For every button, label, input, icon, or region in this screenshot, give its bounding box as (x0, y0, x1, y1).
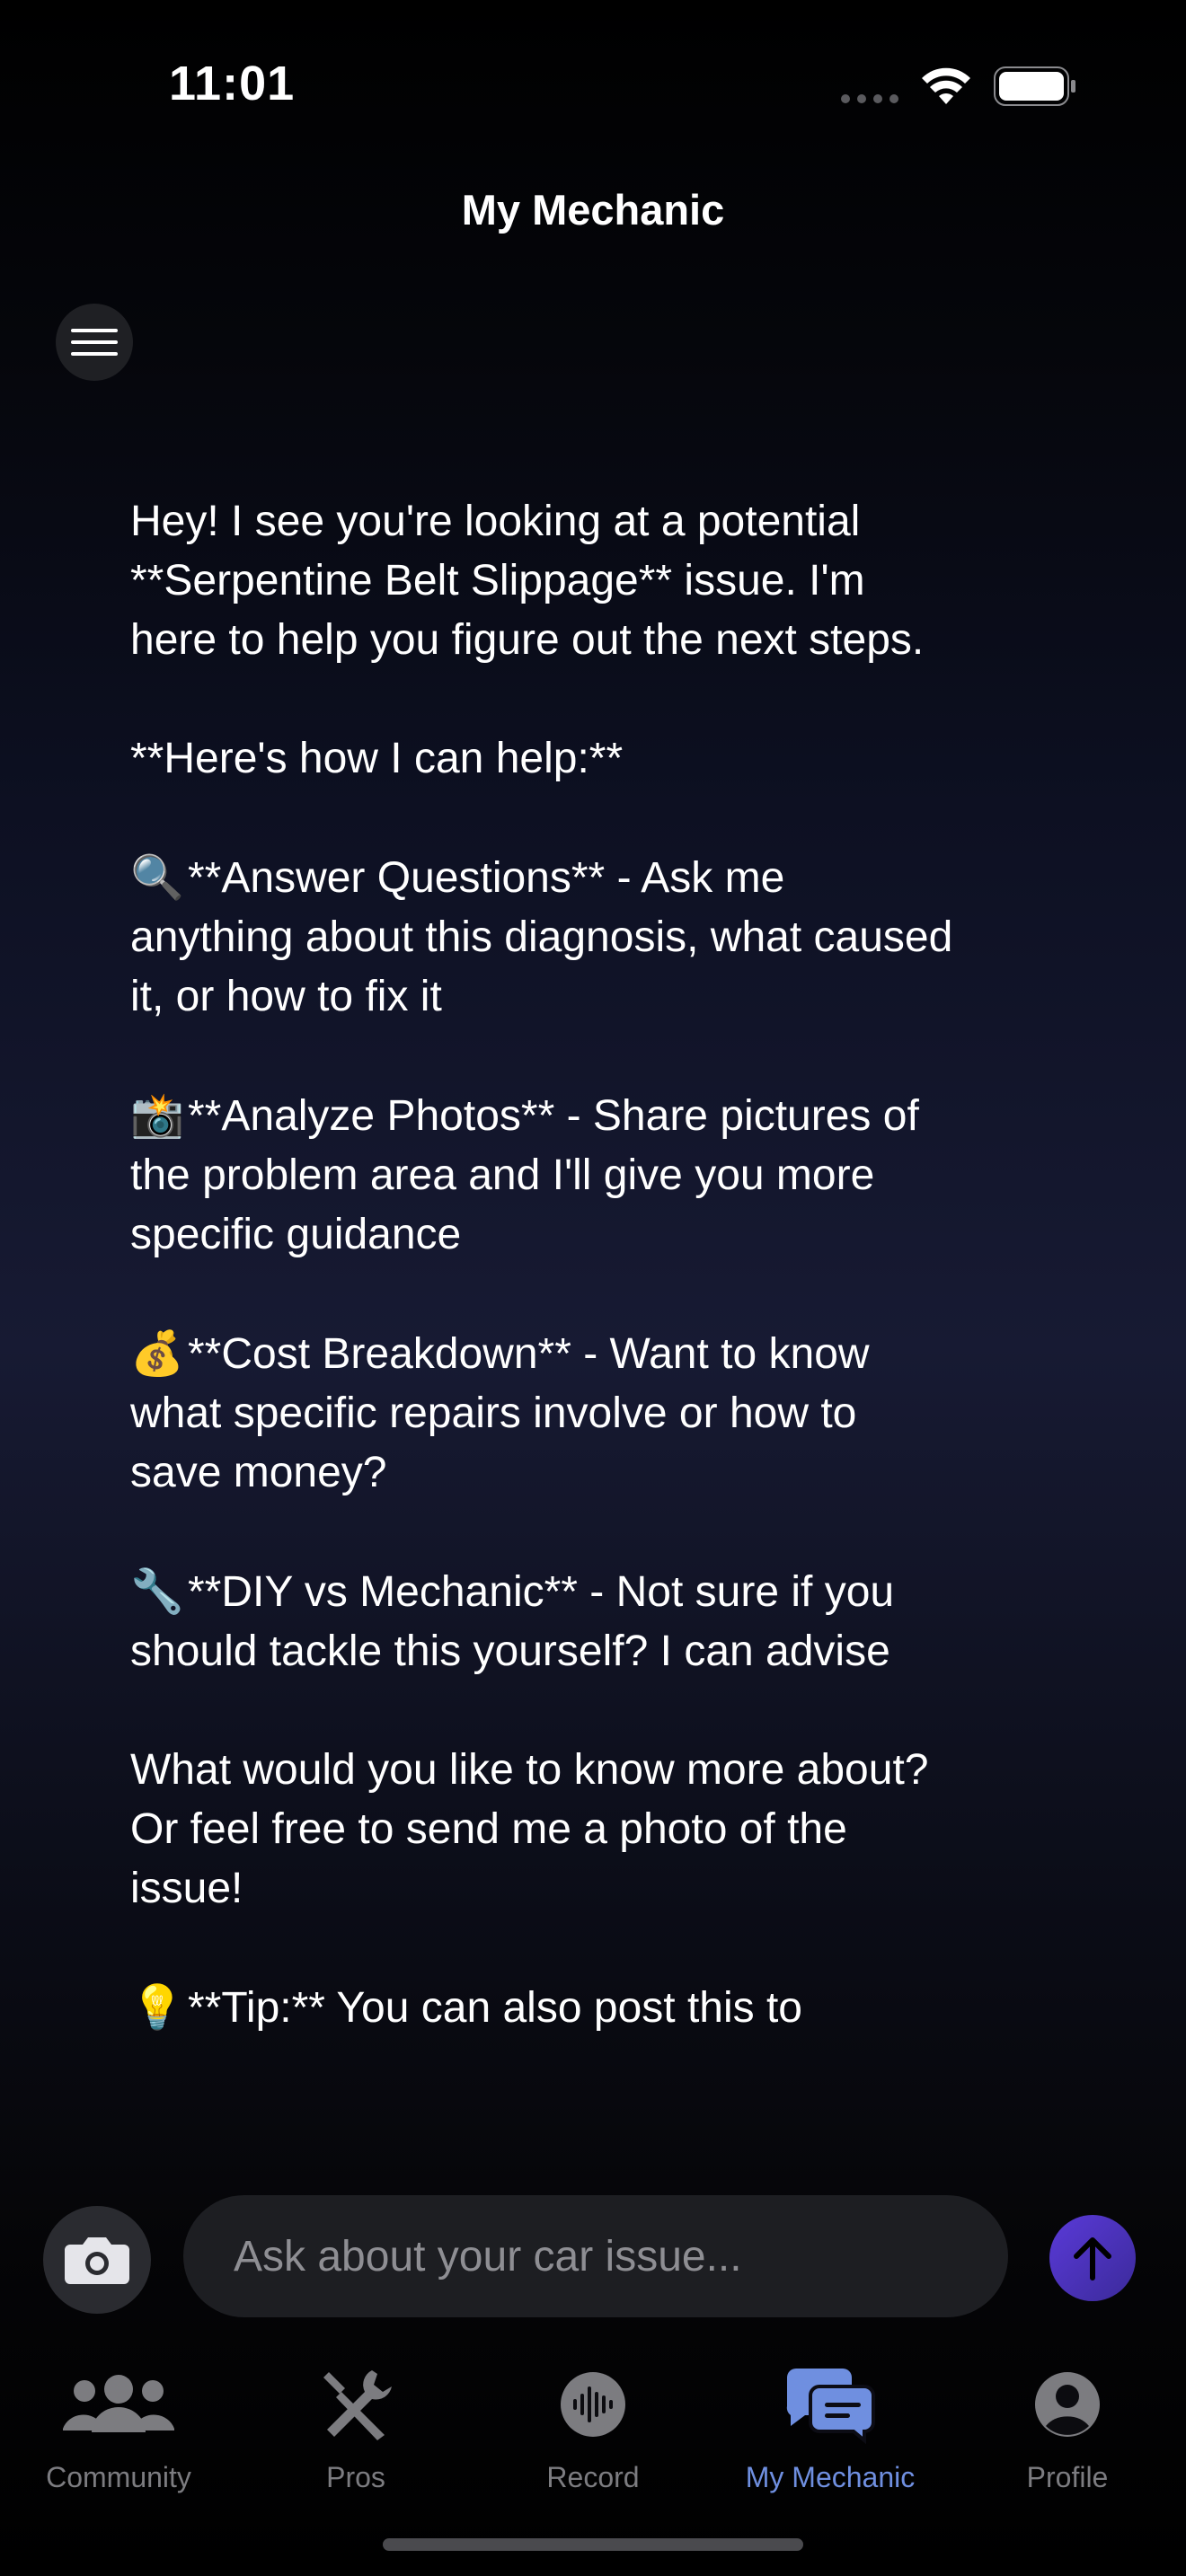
page-title: My Mechanic (461, 186, 725, 234)
message-paragraph: **Here's how I can help:** (130, 735, 624, 782)
tab-my-mechanic[interactable] (712, 2364, 949, 2494)
message-paragraph: What would you like to know more about? Or feel free to send me a photo of the issue! (130, 1746, 941, 1912)
light-bulb-icon: 💡 (130, 1982, 184, 2033)
tab-community[interactable] (0, 2364, 237, 2494)
tab-pros[interactable] (237, 2364, 474, 2494)
battery-icon (994, 66, 1076, 106)
wrench-icon: 🔧 (130, 1566, 184, 1617)
community-icon (59, 2373, 178, 2436)
message-paragraph: 💰**Cost Breakdown** - Want to know what specific repairs involve or how to save money? (130, 1324, 957, 1503)
camera-flash-icon: 📸 (130, 1090, 184, 1141)
send-button[interactable] (1049, 2215, 1136, 2301)
tab-label: Pros (326, 2461, 385, 2493)
tab-profile[interactable] (949, 2364, 1186, 2494)
magnifying-glass-icon: 🔍 (130, 852, 184, 903)
money-bag-icon: 💰 (130, 1328, 184, 1379)
person-icon (1033, 2370, 1102, 2439)
hamburger-menu-icon (71, 327, 118, 357)
camera-button[interactable] (43, 2206, 151, 2314)
message-paragraph: 📸**Analyze Photos** - Share pictures of the problem area and I'll give you more specific guidance (130, 1086, 957, 1265)
assistant-message (130, 492, 965, 2145)
tab-bar (0, 2346, 1186, 2508)
wifi-icon (920, 65, 972, 106)
cellular-signal-icon (840, 93, 903, 104)
camera-icon (63, 2234, 131, 2286)
chat-input[interactable] (183, 2195, 1008, 2317)
waveform-icon (559, 2370, 627, 2439)
tab-label: My Mechanic (745, 2461, 916, 2493)
tools-icon (318, 2367, 394, 2442)
message-paragraph: 💡**Tip:** You can also post this to (130, 1978, 957, 2038)
tab-label: Record (546, 2461, 640, 2493)
tab-label: Community (46, 2461, 191, 2493)
status-bar (0, 0, 1186, 171)
status-time: 11:01 (169, 57, 296, 110)
tab-label: Profile (1026, 2461, 1109, 2493)
chat-input-bar (0, 2195, 1186, 2321)
arrow-up-icon (1071, 2235, 1114, 2281)
message-paragraph: Hey! I see you're looking at a potential **Serpentine Belt Slippage** issue. I'm here to help you figure out the next steps. (130, 498, 925, 664)
tab-record[interactable] (474, 2364, 712, 2494)
message-paragraph: 🔧**DIY vs Mechanic** - Not sure if you should tackle this yourself? I can advise (130, 1562, 957, 1681)
menu-button[interactable] (56, 304, 133, 381)
message-paragraph: 🔍**Answer Questions** - Ask me anything about this diagnosis, what caused it, or how to fix it (130, 848, 957, 1027)
chat-bubbles-icon (785, 2367, 875, 2442)
home-indicator (383, 2538, 803, 2551)
